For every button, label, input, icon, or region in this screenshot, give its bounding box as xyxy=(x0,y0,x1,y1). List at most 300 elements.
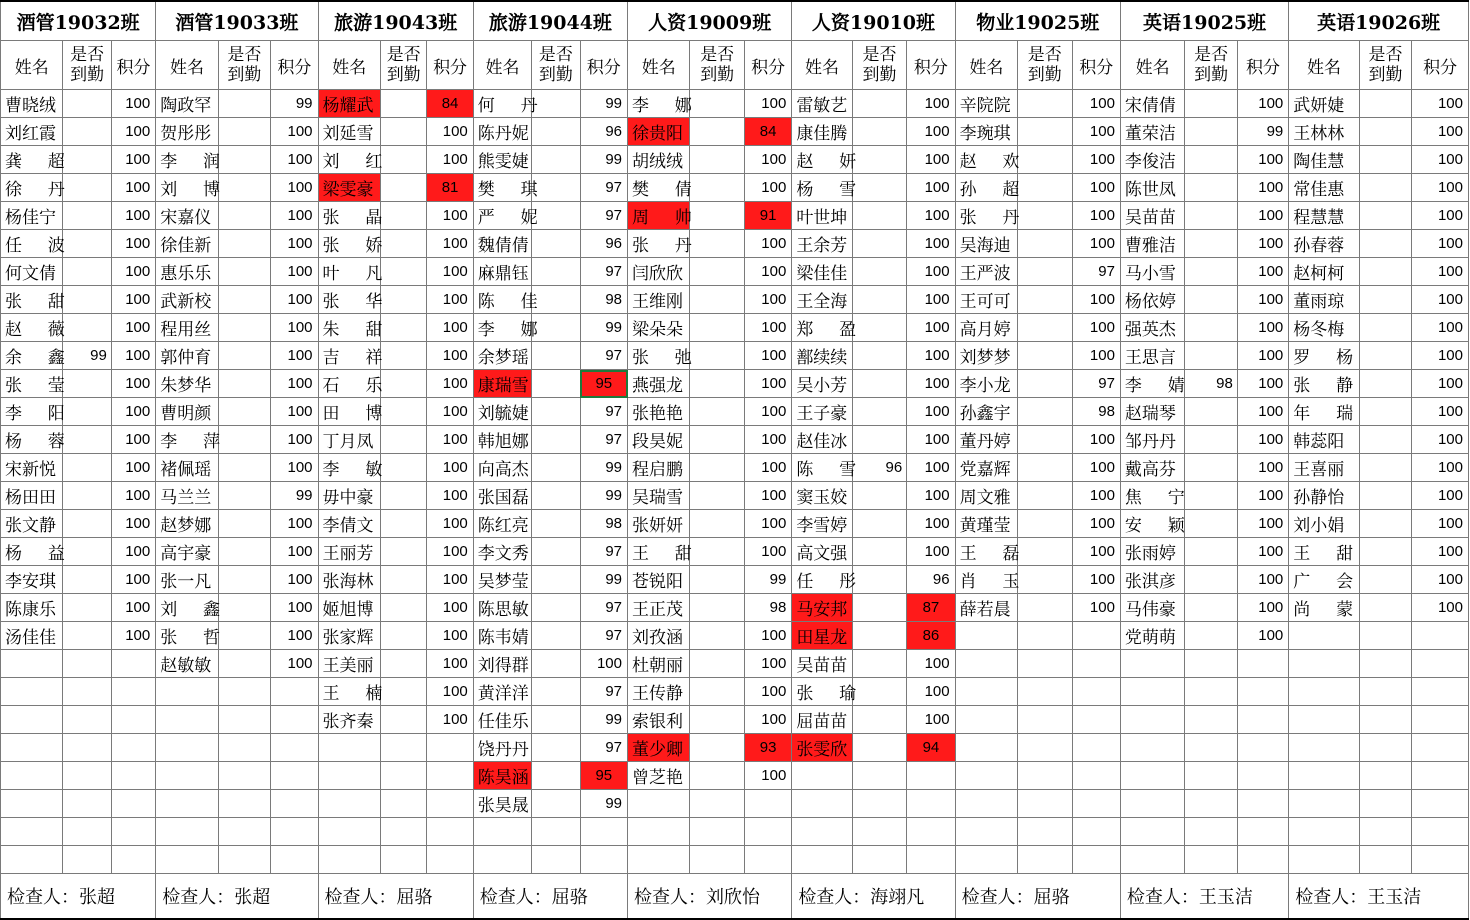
score-cell[interactable]: 100 xyxy=(1237,258,1288,286)
student-name-cell[interactable]: 王 甜 xyxy=(1289,538,1360,566)
attendance-cell[interactable] xyxy=(1185,398,1237,426)
score-cell[interactable]: 100 xyxy=(427,230,473,258)
attendance-cell[interactable] xyxy=(690,566,744,594)
score-cell[interactable]: 97 xyxy=(580,622,627,650)
score-cell[interactable]: 100 xyxy=(1237,286,1288,314)
score-cell[interactable]: 100 xyxy=(111,510,155,538)
attendance-cell[interactable] xyxy=(532,258,580,286)
score-cell[interactable]: 100 xyxy=(427,426,473,454)
attendance-cell[interactable] xyxy=(532,398,580,426)
class-title[interactable]: 人资19010班 xyxy=(792,1,955,41)
empty-cell[interactable] xyxy=(852,818,906,846)
student-name-cell[interactable]: 麻鼎钰 xyxy=(473,258,531,286)
score-cell[interactable]: 100 xyxy=(1412,454,1469,482)
score-cell[interactable]: 100 xyxy=(111,482,155,510)
score-cell[interactable]: 100 xyxy=(1412,314,1469,342)
empty-cell[interactable] xyxy=(1018,706,1072,734)
score-cell[interactable]: 100 xyxy=(1072,594,1120,622)
attendance-cell[interactable] xyxy=(852,426,906,454)
score-cell[interactable]: 97 xyxy=(580,342,627,370)
attendance-cell[interactable] xyxy=(532,706,580,734)
student-name-cell[interactable]: 王全海 xyxy=(792,286,852,314)
checker-cell[interactable]: 检查人：张超 xyxy=(1,874,156,920)
class-title[interactable]: 物业19025班 xyxy=(955,1,1120,41)
attendance-cell[interactable] xyxy=(1185,566,1237,594)
student-name-cell[interactable]: 张 哲 xyxy=(156,622,218,650)
student-name-cell[interactable]: 陈昊涵 xyxy=(473,762,531,790)
score-cell[interactable]: 100 xyxy=(907,650,955,678)
score-cell[interactable]: 100 xyxy=(1412,426,1469,454)
attendance-cell[interactable] xyxy=(1359,90,1411,118)
score-cell[interactable]: 84 xyxy=(427,90,473,118)
student-name-cell[interactable]: 高月婷 xyxy=(955,314,1017,342)
student-name-cell[interactable]: 樊 琪 xyxy=(473,174,531,202)
student-name-cell[interactable]: 宋倩倩 xyxy=(1120,90,1185,118)
empty-cell[interactable] xyxy=(1018,734,1072,762)
score-cell[interactable]: 97 xyxy=(580,538,627,566)
empty-cell[interactable] xyxy=(628,790,690,818)
score-cell[interactable]: 97 xyxy=(580,426,627,454)
attendance-cell[interactable] xyxy=(63,454,111,482)
attendance-cell[interactable] xyxy=(1185,538,1237,566)
attendance-cell[interactable] xyxy=(1185,174,1237,202)
attendance-cell[interactable] xyxy=(1018,454,1072,482)
empty-cell[interactable] xyxy=(381,734,427,762)
student-name-cell[interactable]: 刘梦梦 xyxy=(955,342,1017,370)
student-name-cell[interactable]: 燕强龙 xyxy=(628,370,690,398)
student-name-cell[interactable]: 陈思敏 xyxy=(473,594,531,622)
student-name-cell[interactable]: 王美丽 xyxy=(318,650,380,678)
score-cell[interactable]: 100 xyxy=(271,454,318,482)
attendance-cell[interactable] xyxy=(1359,146,1411,174)
attendance-cell[interactable] xyxy=(852,538,906,566)
empty-cell[interactable] xyxy=(1,706,63,734)
empty-cell[interactable] xyxy=(1018,650,1072,678)
score-cell[interactable]: 100 xyxy=(271,342,318,370)
attendance-cell[interactable] xyxy=(1359,174,1411,202)
score-cell[interactable]: 100 xyxy=(427,454,473,482)
attendance-cell[interactable] xyxy=(218,342,270,370)
student-name-cell[interactable]: 刘孜涵 xyxy=(628,622,690,650)
empty-cell[interactable] xyxy=(156,762,218,790)
empty-cell[interactable] xyxy=(156,846,218,874)
student-name-cell[interactable]: 王维刚 xyxy=(628,286,690,314)
empty-cell[interactable] xyxy=(1289,622,1360,650)
student-name-cell[interactable]: 韩旭娜 xyxy=(473,426,531,454)
student-name-cell[interactable]: 孙 超 xyxy=(955,174,1017,202)
score-cell[interactable]: 100 xyxy=(271,118,318,146)
empty-cell[interactable] xyxy=(907,762,955,790)
score-cell[interactable]: 100 xyxy=(907,454,955,482)
score-cell[interactable]: 100 xyxy=(271,398,318,426)
student-name-cell[interactable]: 赵佳冰 xyxy=(792,426,852,454)
score-cell[interactable]: 100 xyxy=(744,454,791,482)
attendance-cell[interactable] xyxy=(381,118,427,146)
attendance-cell[interactable] xyxy=(218,454,270,482)
student-name-cell[interactable]: 李 婧 xyxy=(1120,370,1185,398)
empty-cell[interactable] xyxy=(111,734,155,762)
empty-cell[interactable] xyxy=(955,790,1017,818)
score-cell[interactable]: 100 xyxy=(271,230,318,258)
student-name-cell[interactable]: 吴瑞雪 xyxy=(628,482,690,510)
class-title[interactable]: 英语19025班 xyxy=(1120,1,1288,41)
student-name-cell[interactable]: 梁佳佳 xyxy=(792,258,852,286)
attendance-cell[interactable] xyxy=(690,510,744,538)
attendance-cell[interactable] xyxy=(852,398,906,426)
attendance-cell[interactable] xyxy=(1185,454,1237,482)
empty-cell[interactable] xyxy=(1120,650,1185,678)
score-cell[interactable]: 100 xyxy=(907,258,955,286)
score-cell[interactable]: 100 xyxy=(744,230,791,258)
attendance-cell[interactable] xyxy=(532,790,580,818)
empty-cell[interactable] xyxy=(1289,846,1360,874)
score-cell[interactable]: 91 xyxy=(744,202,791,230)
attendance-cell[interactable] xyxy=(532,482,580,510)
score-cell[interactable]: 100 xyxy=(111,622,155,650)
student-name-cell[interactable]: 曹明颜 xyxy=(156,398,218,426)
score-cell[interactable]: 100 xyxy=(1412,258,1469,286)
empty-cell[interactable] xyxy=(1412,678,1469,706)
student-name-cell[interactable]: 陶佳慧 xyxy=(1289,146,1360,174)
score-cell[interactable]: 100 xyxy=(1412,538,1469,566)
empty-cell[interactable] xyxy=(1359,622,1411,650)
empty-cell[interactable] xyxy=(271,706,318,734)
empty-cell[interactable] xyxy=(532,818,580,846)
empty-cell[interactable] xyxy=(1072,846,1120,874)
attendance-cell[interactable] xyxy=(1359,342,1411,370)
empty-cell[interactable] xyxy=(427,846,473,874)
student-name-cell[interactable]: 刘 鑫 xyxy=(156,594,218,622)
student-name-cell[interactable]: 张 丹 xyxy=(628,230,690,258)
score-cell[interactable]: 100 xyxy=(907,286,955,314)
attendance-cell[interactable] xyxy=(1018,90,1072,118)
score-cell[interactable]: 100 xyxy=(744,762,791,790)
score-cell[interactable]: 96 xyxy=(580,118,627,146)
student-name-cell[interactable]: 赵瑞琴 xyxy=(1120,398,1185,426)
empty-cell[interactable] xyxy=(111,790,155,818)
attendance-cell[interactable]: 96 xyxy=(852,454,906,482)
student-name-cell[interactable]: 张艳艳 xyxy=(628,398,690,426)
empty-cell[interactable] xyxy=(111,706,155,734)
empty-cell[interactable] xyxy=(1359,790,1411,818)
score-cell[interactable]: 100 xyxy=(1412,370,1469,398)
attendance-cell[interactable] xyxy=(532,146,580,174)
attendance-cell[interactable] xyxy=(1185,314,1237,342)
student-name-cell[interactable]: 武妍婕 xyxy=(1289,90,1360,118)
attendance-cell[interactable] xyxy=(690,622,744,650)
score-cell[interactable]: 100 xyxy=(744,146,791,174)
score-cell[interactable]: 100 xyxy=(1072,426,1120,454)
score-cell[interactable]: 100 xyxy=(1072,118,1120,146)
score-cell[interactable]: 100 xyxy=(271,594,318,622)
score-cell[interactable]: 93 xyxy=(744,734,791,762)
empty-cell[interactable] xyxy=(1412,734,1469,762)
empty-cell[interactable] xyxy=(628,818,690,846)
score-cell[interactable]: 100 xyxy=(271,426,318,454)
student-name-cell[interactable]: 任 波 xyxy=(1,230,63,258)
empty-cell[interactable] xyxy=(271,846,318,874)
score-cell[interactable]: 100 xyxy=(1237,146,1288,174)
attendance-cell[interactable] xyxy=(1359,594,1411,622)
score-cell[interactable]: 100 xyxy=(744,174,791,202)
empty-cell[interactable] xyxy=(1412,762,1469,790)
score-cell[interactable]: 100 xyxy=(1412,482,1469,510)
student-name-cell[interactable]: 窦玉姣 xyxy=(792,482,852,510)
attendance-cell[interactable] xyxy=(1185,118,1237,146)
student-name-cell[interactable]: 何文倩 xyxy=(1,258,63,286)
score-cell[interactable]: 99 xyxy=(580,482,627,510)
empty-cell[interactable] xyxy=(218,678,270,706)
empty-cell[interactable] xyxy=(1359,678,1411,706)
empty-cell[interactable] xyxy=(1412,622,1469,650)
student-name-cell[interactable]: 徐贵阳 xyxy=(628,118,690,146)
empty-cell[interactable] xyxy=(1359,706,1411,734)
attendance-cell[interactable] xyxy=(690,482,744,510)
empty-cell[interactable] xyxy=(381,790,427,818)
student-name-cell[interactable]: 王喜丽 xyxy=(1289,454,1360,482)
score-cell[interactable]: 97 xyxy=(580,734,627,762)
student-name-cell[interactable]: 李 萍 xyxy=(156,426,218,454)
student-name-cell[interactable]: 杨 益 xyxy=(1,538,63,566)
student-name-cell[interactable]: 赵梦娜 xyxy=(156,510,218,538)
score-cell[interactable]: 100 xyxy=(907,510,955,538)
empty-cell[interactable] xyxy=(1289,790,1360,818)
student-name-cell[interactable]: 张雨婷 xyxy=(1120,538,1185,566)
empty-cell[interactable] xyxy=(218,734,270,762)
score-cell[interactable]: 100 xyxy=(744,314,791,342)
empty-cell[interactable] xyxy=(1185,818,1237,846)
empty-cell[interactable] xyxy=(1412,650,1469,678)
empty-cell[interactable] xyxy=(271,790,318,818)
empty-cell[interactable] xyxy=(1185,790,1237,818)
attendance-cell[interactable] xyxy=(1018,258,1072,286)
score-cell[interactable]: 100 xyxy=(907,370,955,398)
score-cell[interactable]: 100 xyxy=(111,174,155,202)
empty-cell[interactable] xyxy=(156,790,218,818)
score-cell[interactable]: 97 xyxy=(580,678,627,706)
attendance-cell[interactable] xyxy=(1359,510,1411,538)
attendance-cell[interactable] xyxy=(1359,398,1411,426)
empty-cell[interactable] xyxy=(744,846,791,874)
student-name-cell[interactable]: 尚 蒙 xyxy=(1289,594,1360,622)
score-cell[interactable]: 100 xyxy=(427,258,473,286)
attendance-cell[interactable] xyxy=(1018,118,1072,146)
student-name-cell[interactable]: 余梦瑶 xyxy=(473,342,531,370)
attendance-cell[interactable] xyxy=(1018,314,1072,342)
attendance-cell[interactable] xyxy=(63,202,111,230)
score-cell[interactable]: 100 xyxy=(1412,230,1469,258)
attendance-cell[interactable] xyxy=(1185,342,1237,370)
student-name-cell[interactable]: 叶 凡 xyxy=(318,258,380,286)
student-name-cell[interactable]: 王林林 xyxy=(1289,118,1360,146)
score-column-header[interactable]: 积分 xyxy=(907,41,955,90)
student-name-cell[interactable]: 贺彤彤 xyxy=(156,118,218,146)
score-cell[interactable]: 100 xyxy=(111,594,155,622)
student-name-cell[interactable]: 马伟豪 xyxy=(1120,594,1185,622)
score-column-header[interactable]: 积分 xyxy=(1072,41,1120,90)
empty-cell[interactable] xyxy=(1,650,63,678)
score-cell[interactable]: 100 xyxy=(744,650,791,678)
empty-cell[interactable] xyxy=(473,818,531,846)
attendance-cell[interactable] xyxy=(852,342,906,370)
score-cell[interactable]: 100 xyxy=(1072,454,1120,482)
score-cell[interactable]: 100 xyxy=(111,146,155,174)
attendance-cell[interactable] xyxy=(1185,622,1237,650)
checker-cell[interactable]: 检查人：王玉洁 xyxy=(1289,874,1469,920)
attendance-cell[interactable] xyxy=(381,482,427,510)
empty-cell[interactable] xyxy=(111,762,155,790)
name-column-header[interactable]: 姓名 xyxy=(318,41,380,90)
empty-cell[interactable] xyxy=(1289,650,1360,678)
score-cell[interactable]: 99 xyxy=(580,454,627,482)
score-cell[interactable]: 84 xyxy=(744,118,791,146)
attendance-cell[interactable] xyxy=(852,650,906,678)
checker-cell[interactable]: 检查人：张超 xyxy=(156,874,318,920)
attendance-cell[interactable] xyxy=(690,706,744,734)
attendance-cell[interactable] xyxy=(1185,230,1237,258)
attendance-cell[interactable] xyxy=(532,370,580,398)
empty-cell[interactable] xyxy=(1120,706,1185,734)
attendance-cell[interactable] xyxy=(63,258,111,286)
empty-cell[interactable] xyxy=(1237,734,1288,762)
attendance-cell[interactable] xyxy=(1359,118,1411,146)
score-cell[interactable]: 100 xyxy=(1072,174,1120,202)
empty-cell[interactable] xyxy=(1359,818,1411,846)
attendance-cell[interactable] xyxy=(532,118,580,146)
attendance-cell[interactable] xyxy=(63,510,111,538)
student-name-cell[interactable]: 曹雅洁 xyxy=(1120,230,1185,258)
score-cell[interactable]: 97 xyxy=(580,258,627,286)
score-cell[interactable]: 100 xyxy=(744,482,791,510)
empty-cell[interactable] xyxy=(156,706,218,734)
empty-cell[interactable] xyxy=(1289,734,1360,762)
empty-cell[interactable] xyxy=(1072,790,1120,818)
attendance-cell[interactable] xyxy=(218,286,270,314)
score-cell[interactable]: 100 xyxy=(111,230,155,258)
student-name-cell[interactable]: 张文静 xyxy=(1,510,63,538)
empty-cell[interactable] xyxy=(690,790,744,818)
student-name-cell[interactable]: 朱 甜 xyxy=(318,314,380,342)
attendance-cell[interactable] xyxy=(690,454,744,482)
student-name-cell[interactable]: 褚佩瑶 xyxy=(156,454,218,482)
student-name-cell[interactable]: 郑 盈 xyxy=(792,314,852,342)
student-name-cell[interactable]: 王可可 xyxy=(955,286,1017,314)
score-cell[interactable]: 100 xyxy=(1237,454,1288,482)
attendance-cell[interactable] xyxy=(381,650,427,678)
attendance-cell[interactable] xyxy=(852,258,906,286)
empty-cell[interactable] xyxy=(218,846,270,874)
score-cell[interactable]: 100 xyxy=(744,622,791,650)
score-cell[interactable]: 100 xyxy=(1412,174,1469,202)
student-name-cell[interactable]: 李雪婷 xyxy=(792,510,852,538)
attendance-cell[interactable] xyxy=(852,706,906,734)
student-name-cell[interactable]: 杨 雪 xyxy=(792,174,852,202)
student-name-cell[interactable]: 刘延雪 xyxy=(318,118,380,146)
student-name-cell[interactable]: 张 娇 xyxy=(318,230,380,258)
score-column-header[interactable]: 积分 xyxy=(744,41,791,90)
score-cell[interactable]: 100 xyxy=(427,202,473,230)
student-name-cell[interactable]: 张家辉 xyxy=(318,622,380,650)
score-cell[interactable]: 100 xyxy=(427,398,473,426)
empty-cell[interactable] xyxy=(1072,622,1120,650)
empty-cell[interactable] xyxy=(381,762,427,790)
student-name-cell[interactable]: 张齐秦 xyxy=(318,706,380,734)
score-cell[interactable]: 100 xyxy=(1072,230,1120,258)
student-name-cell[interactable]: 杨佳宁 xyxy=(1,202,63,230)
score-cell[interactable]: 100 xyxy=(1237,426,1288,454)
student-name-cell[interactable]: 雷敏艺 xyxy=(792,90,852,118)
empty-cell[interactable] xyxy=(271,762,318,790)
empty-cell[interactable] xyxy=(1,762,63,790)
student-name-cell[interactable]: 韩蕊阳 xyxy=(1289,426,1360,454)
student-name-cell[interactable]: 田 博 xyxy=(318,398,380,426)
score-cell[interactable]: 100 xyxy=(1237,342,1288,370)
class-title[interactable]: 人资19009班 xyxy=(628,1,792,41)
attendance-column-header[interactable] xyxy=(532,41,580,90)
empty-cell[interactable] xyxy=(1,790,63,818)
attendance-cell[interactable] xyxy=(381,90,427,118)
score-cell[interactable]: 100 xyxy=(427,706,473,734)
attendance-cell[interactable] xyxy=(1359,230,1411,258)
empty-cell[interactable] xyxy=(1072,650,1120,678)
student-name-cell[interactable]: 陶政罕 xyxy=(156,90,218,118)
score-cell[interactable]: 100 xyxy=(111,566,155,594)
attendance-cell[interactable] xyxy=(532,230,580,258)
student-name-cell[interactable]: 任 彤 xyxy=(792,566,852,594)
attendance-cell[interactable] xyxy=(1185,258,1237,286)
empty-cell[interactable] xyxy=(1359,650,1411,678)
student-name-cell[interactable]: 段昊妮 xyxy=(628,426,690,454)
score-cell[interactable]: 99 xyxy=(744,566,791,594)
empty-cell[interactable] xyxy=(955,622,1017,650)
empty-cell[interactable] xyxy=(1120,678,1185,706)
score-cell[interactable]: 100 xyxy=(1072,342,1120,370)
score-cell[interactable]: 100 xyxy=(1072,482,1120,510)
empty-cell[interactable] xyxy=(1237,818,1288,846)
student-name-cell[interactable]: 何 丹 xyxy=(473,90,531,118)
empty-cell[interactable] xyxy=(1185,650,1237,678)
score-cell[interactable]: 100 xyxy=(1237,566,1288,594)
empty-cell[interactable] xyxy=(792,846,852,874)
student-name-cell[interactable]: 赵 欢 xyxy=(955,146,1017,174)
empty-cell[interactable] xyxy=(218,818,270,846)
student-name-cell[interactable]: 张昊晟 xyxy=(473,790,531,818)
student-name-cell[interactable]: 赵 薇 xyxy=(1,314,63,342)
attendance-cell[interactable] xyxy=(852,510,906,538)
student-name-cell[interactable]: 石 乐 xyxy=(318,370,380,398)
empty-cell[interactable] xyxy=(852,762,906,790)
score-cell[interactable]: 100 xyxy=(1072,538,1120,566)
student-name-cell[interactable]: 鄯续续 xyxy=(792,342,852,370)
attendance-cell[interactable] xyxy=(532,734,580,762)
attendance-cell[interactable] xyxy=(1018,230,1072,258)
score-cell[interactable]: 100 xyxy=(111,426,155,454)
name-column-header[interactable]: 姓名 xyxy=(792,41,852,90)
empty-cell[interactable] xyxy=(111,818,155,846)
empty-cell[interactable] xyxy=(1237,790,1288,818)
student-name-cell[interactable]: 叶世坤 xyxy=(792,202,852,230)
attendance-cell[interactable] xyxy=(218,90,270,118)
score-cell[interactable]: 99 xyxy=(580,146,627,174)
attendance-cell[interactable] xyxy=(381,426,427,454)
score-cell[interactable]: 100 xyxy=(1412,118,1469,146)
attendance-cell[interactable] xyxy=(690,426,744,454)
name-column-header[interactable]: 姓名 xyxy=(1,41,63,90)
empty-cell[interactable] xyxy=(111,650,155,678)
student-name-cell[interactable]: 徐 丹 xyxy=(1,174,63,202)
score-cell[interactable]: 100 xyxy=(1237,230,1288,258)
student-name-cell[interactable]: 李小龙 xyxy=(955,370,1017,398)
